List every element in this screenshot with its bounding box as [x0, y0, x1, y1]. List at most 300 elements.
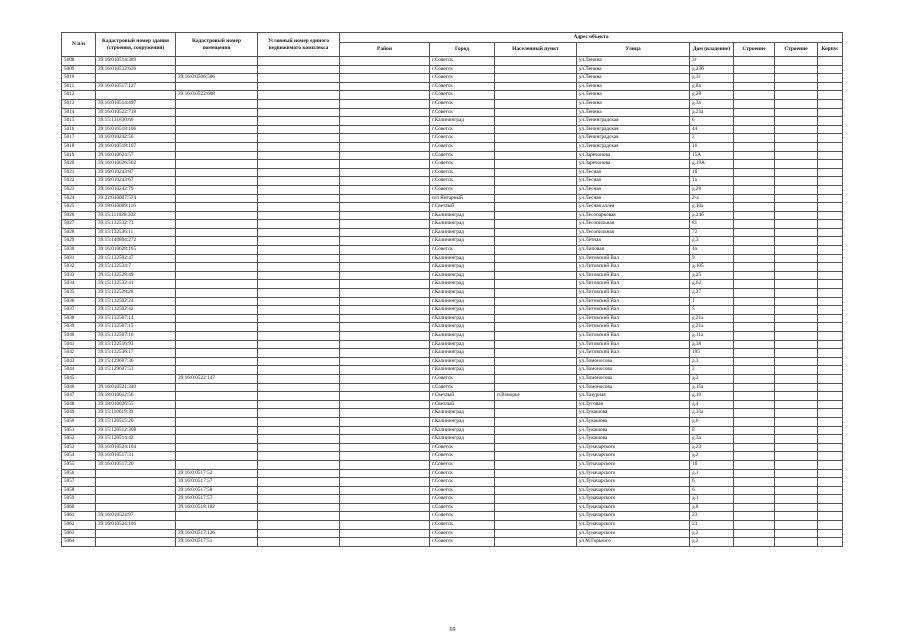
building-cadastral-cell: 39:16:010242:79: [96, 185, 176, 194]
header-city: Город: [430, 43, 495, 57]
district-cell: [340, 314, 430, 323]
district-cell: [340, 246, 430, 255]
building-part-cell: [734, 314, 775, 323]
korpus-cell: [818, 289, 843, 298]
premise-cadastral-cell: [176, 185, 258, 194]
city-cell: г.Калининград: [430, 237, 495, 246]
header-num: N п/п: [62, 33, 96, 57]
table-row: [62, 151, 843, 160]
building-part-cell: [734, 271, 775, 280]
house-cell: д.3а: [690, 99, 734, 108]
korpus-cell: [818, 280, 843, 289]
building-part-cell: [734, 168, 775, 177]
street-cell: ул.Лесная аллея: [577, 203, 690, 212]
building-part-cell: [734, 65, 775, 74]
building-cadastral-cell: 39:15:132507:14: [96, 314, 176, 323]
settlement-cell: [495, 134, 577, 143]
building-part-cell: [734, 443, 775, 452]
house-cell: д.3а: [690, 435, 734, 444]
structure-cell: [775, 314, 818, 323]
row-num-cell: 5032: [62, 263, 96, 272]
table-row: [62, 160, 843, 169]
table-row: [62, 297, 843, 306]
complex-cell: [258, 495, 340, 504]
registry-table: [61, 32, 843, 547]
page-number: 69: [449, 627, 456, 633]
district-cell: [340, 426, 430, 435]
building-cadastral-cell: 39:15:120514:42: [96, 435, 176, 444]
city-cell: г.Советск: [430, 383, 495, 392]
house-cell: д.10а: [690, 203, 734, 212]
street-cell: ул.М.Горького: [577, 538, 690, 547]
street-cell: ул.Литовский Вал: [577, 289, 690, 298]
settlement-cell: [495, 297, 577, 306]
house-cell: 2: [690, 134, 734, 143]
city-cell: г.Советск: [430, 151, 495, 160]
premise-cadastral-cell: [176, 521, 258, 530]
house-cell: 15А: [690, 151, 734, 160]
building-part-cell: [734, 452, 775, 461]
building-part-cell: [734, 460, 775, 469]
row-num-cell: 5053: [62, 443, 96, 452]
korpus-cell: [818, 443, 843, 452]
building-cadastral-cell: 39:16:010243:87: [96, 168, 176, 177]
korpus-cell: [818, 349, 843, 358]
street-cell: ул.Лесная: [577, 177, 690, 186]
building-part-cell: [734, 117, 775, 126]
building-cadastral-cell: 39:18:010012:56: [96, 392, 176, 401]
city-cell: г.Советск: [430, 538, 495, 547]
district-cell: [340, 323, 430, 332]
settlement-cell: [495, 271, 577, 280]
table-row: [62, 340, 843, 349]
settlement-cell: [495, 357, 577, 366]
structure-cell: [775, 57, 818, 66]
korpus-cell: [818, 409, 843, 418]
settlement-cell: [495, 503, 577, 512]
building-cadastral-cell: 39:15:132536:17: [96, 349, 176, 358]
structure-cell: [775, 246, 818, 255]
row-num-cell: 5014: [62, 108, 96, 117]
table-row: [62, 142, 843, 151]
structure-cell: [775, 426, 818, 435]
korpus-cell: [818, 151, 843, 160]
premise-cadastral-cell: [176, 392, 258, 401]
complex-cell: [258, 203, 340, 212]
building-cadastral-cell: 39:16:010517:31: [96, 452, 176, 461]
city-cell: г.Светлый: [430, 203, 495, 212]
settlement-cell: [495, 228, 577, 237]
building-cadastral-cell: 39:16:010518:167: [96, 142, 176, 151]
structure-cell: [775, 366, 818, 375]
district-cell: [340, 91, 430, 100]
premise-cadastral-cell: 39:16:0:0517:57: [176, 495, 258, 504]
korpus-cell: [818, 228, 843, 237]
structure-cell: [775, 82, 818, 91]
premise-cadastral-cell: [176, 177, 258, 186]
premise-cadastral-cell: [176, 57, 258, 66]
city-cell: г.Советск: [430, 177, 495, 186]
street-cell: ул.Липовая: [577, 246, 690, 255]
district-cell: [340, 271, 430, 280]
settlement-cell: [495, 142, 577, 151]
table-row: [62, 125, 843, 134]
house-cell: д.21а: [690, 314, 734, 323]
building-part-cell: [734, 323, 775, 332]
row-num-cell: 5060: [62, 503, 96, 512]
building-part-cell: [734, 160, 775, 169]
korpus-cell: [818, 460, 843, 469]
city-cell: г.Калининград: [430, 280, 495, 289]
building-part-cell: [734, 383, 775, 392]
korpus-cell: [818, 538, 843, 547]
building-part-cell: [734, 538, 775, 547]
complex-cell: [258, 246, 340, 255]
district-cell: [340, 460, 430, 469]
structure-cell: [775, 289, 818, 298]
korpus-cell: [818, 99, 843, 108]
building-cadastral-cell: 39:22:010007:574: [96, 194, 176, 203]
complex-cell: [258, 366, 340, 375]
complex-cell: [258, 82, 340, 91]
city-cell: г.Советск: [430, 495, 495, 504]
building-part-cell: [734, 366, 775, 375]
settlement-cell: [495, 460, 577, 469]
korpus-cell: [818, 125, 843, 134]
settlement-cell: [495, 323, 577, 332]
city-cell: г.Советск: [430, 91, 495, 100]
house-cell: д.21а: [690, 323, 734, 332]
header-premise-cadastral: Кадастровый номер помещения: [176, 33, 258, 57]
premise-cadastral-cell: [176, 323, 258, 332]
building-part-cell: [734, 263, 775, 272]
settlement-cell: [495, 512, 577, 521]
house-cell: д.10: [690, 392, 734, 401]
row-num-cell: 5035: [62, 289, 96, 298]
city-cell: г.Советск: [430, 529, 495, 538]
house-cell: 1а: [690, 177, 734, 186]
premise-cadastral-cell: [176, 194, 258, 203]
settlement-cell: [495, 383, 577, 392]
city-cell: г.Советск: [430, 134, 495, 143]
row-num-cell: 5039: [62, 323, 96, 332]
building-cadastral-cell: 39:16:010521:340: [96, 383, 176, 392]
city-cell: г.Калининград: [430, 254, 495, 263]
city-cell: г.Советск: [430, 512, 495, 521]
table-row: [62, 82, 843, 91]
building-part-cell: [734, 203, 775, 212]
complex-cell: [258, 538, 340, 547]
korpus-cell: [818, 478, 843, 487]
header-street: Улица: [577, 43, 690, 57]
premise-cadastral-cell: [176, 357, 258, 366]
street-cell: ул.Луначарского: [577, 478, 690, 487]
house-cell: 6: [690, 486, 734, 495]
building-cadastral-cell: 39:18:010009:116: [96, 203, 176, 212]
city-cell: г.Советск: [430, 185, 495, 194]
house-cell: д.11а: [690, 332, 734, 341]
street-cell: ул.Лесопильная: [577, 220, 690, 229]
complex-cell: [258, 340, 340, 349]
street-cell: ул.Ленина: [577, 74, 690, 83]
building-part-cell: [734, 220, 775, 229]
street-cell: ул.Ленинградская: [577, 142, 690, 151]
structure-cell: [775, 469, 818, 478]
complex-cell: [258, 417, 340, 426]
street-cell: ул.Луначарского: [577, 495, 690, 504]
building-cadastral-cell: 39:15:120512:308: [96, 426, 176, 435]
complex-cell: [258, 383, 340, 392]
structure-cell: [775, 460, 818, 469]
building-part-cell: [734, 228, 775, 237]
complex-cell: [258, 228, 340, 237]
city-cell: г.Калининград: [430, 263, 495, 272]
street-cell: ул.Луначарского: [577, 460, 690, 469]
settlement-cell: [495, 478, 577, 487]
row-num-cell: 5031: [62, 254, 96, 263]
district-cell: [340, 297, 430, 306]
structure-cell: [775, 503, 818, 512]
korpus-cell: [818, 91, 843, 100]
building-cadastral-cell: [96, 469, 176, 478]
korpus-cell: [818, 185, 843, 194]
korpus-cell: [818, 220, 843, 229]
house-cell: д.3: [690, 237, 734, 246]
settlement-cell: [495, 306, 577, 315]
settlement-cell: [495, 529, 577, 538]
complex-cell: [258, 74, 340, 83]
house-cell: 23: [690, 521, 734, 530]
building-cadastral-cell: 39:15:132536:11: [96, 228, 176, 237]
building-part-cell: [734, 529, 775, 538]
city-cell: г.Советск: [430, 469, 495, 478]
complex-cell: [258, 211, 340, 220]
korpus-cell: [818, 392, 843, 401]
table-row: [62, 314, 843, 323]
premise-cadastral-cell: 39:16:0:0517:58: [176, 486, 258, 495]
house-cell: д.24б: [690, 211, 734, 220]
structure-cell: [775, 340, 818, 349]
table-row: [62, 289, 843, 298]
row-num-cell: 5064: [62, 538, 96, 547]
settlement-cell: [495, 74, 577, 83]
building-part-cell: [734, 469, 775, 478]
structure-cell: [775, 357, 818, 366]
row-num-cell: 5023: [62, 185, 96, 194]
settlement-cell: [495, 374, 577, 383]
premise-cadastral-cell: [176, 417, 258, 426]
premise-cadastral-cell: [176, 280, 258, 289]
house-cell: 9: [690, 254, 734, 263]
street-cell: ул.Ленинградская: [577, 117, 690, 126]
complex-cell: [258, 65, 340, 74]
korpus-cell: [818, 117, 843, 126]
structure-cell: [775, 211, 818, 220]
premise-cadastral-cell: [176, 460, 258, 469]
structure-cell: [775, 263, 818, 272]
settlement-cell: п.Взморье: [495, 392, 577, 401]
district-cell: [340, 125, 430, 134]
street-cell: ул.Луначарского: [577, 503, 690, 512]
settlement-cell: [495, 194, 577, 203]
row-num-cell: 5034: [62, 280, 96, 289]
street-cell: ул.Ленина: [577, 108, 690, 117]
street-cell: ул.Литовский Вал: [577, 306, 690, 315]
row-num-cell: 5037: [62, 306, 96, 315]
district-cell: [340, 280, 430, 289]
complex-cell: [258, 151, 340, 160]
district-cell: [340, 228, 430, 237]
building-cadastral-cell: 39:15:132502:24: [96, 297, 176, 306]
table-row: [62, 452, 843, 461]
korpus-cell: [818, 246, 843, 255]
building-part-cell: [734, 306, 775, 315]
header-address-group: Адрес объекта: [340, 33, 843, 43]
row-num-cell: 5025: [62, 203, 96, 212]
district-cell: [340, 82, 430, 91]
settlement-cell: [495, 254, 577, 263]
header-house: Дом (владение): [690, 43, 734, 57]
premise-cadastral-cell: [176, 134, 258, 143]
premise-cadastral-cell: [176, 168, 258, 177]
premise-cadastral-cell: [176, 117, 258, 126]
complex-cell: [258, 521, 340, 530]
district-cell: [340, 435, 430, 444]
building-cadastral-cell: 39:15:132532:41: [96, 280, 176, 289]
row-num-cell: 5036: [62, 297, 96, 306]
row-num-cell: 5016: [62, 125, 96, 134]
house-cell: д.2: [690, 529, 734, 538]
district-cell: [340, 443, 430, 452]
table-row: [62, 306, 843, 315]
building-part-cell: [734, 512, 775, 521]
city-cell: г.Калининград: [430, 332, 495, 341]
row-num-cell: 5024: [62, 194, 96, 203]
building-cadastral-cell: [96, 503, 176, 512]
table-row: [62, 486, 843, 495]
district-cell: [340, 185, 430, 194]
street-cell: ул.Лесная: [577, 194, 690, 203]
premise-cadastral-cell: [176, 246, 258, 255]
table-row: [62, 332, 843, 341]
house-cell: д.2: [690, 374, 734, 383]
premise-cadastral-cell: [176, 254, 258, 263]
premise-cadastral-cell: [176, 211, 258, 220]
complex-cell: [258, 185, 340, 194]
table-row: [62, 503, 843, 512]
complex-cell: [258, 314, 340, 323]
street-cell: ул.Лукашова: [577, 435, 690, 444]
street-cell: ул.Луначарского: [577, 529, 690, 538]
premise-cadastral-cell: [176, 151, 258, 160]
house-cell: д.62: [690, 280, 734, 289]
structure-cell: [775, 486, 818, 495]
building-cadastral-cell: 39:15:111028:302: [96, 211, 176, 220]
table-row: [62, 512, 843, 521]
district-cell: [340, 469, 430, 478]
building-part-cell: [734, 289, 775, 298]
premise-cadastral-cell: [176, 366, 258, 375]
row-num-cell: 5052: [62, 435, 96, 444]
district-cell: [340, 503, 430, 512]
building-part-cell: [734, 74, 775, 83]
korpus-cell: [818, 521, 843, 530]
street-cell: ул.Ленина: [577, 99, 690, 108]
korpus-cell: [818, 203, 843, 212]
house-cell: 1: [690, 297, 734, 306]
row-num-cell: 5047: [62, 392, 96, 401]
header-complex-number: Условный номер единого недвижимого комплекса: [258, 33, 340, 57]
district-cell: [340, 495, 430, 504]
settlement-cell: [495, 486, 577, 495]
korpus-cell: [818, 512, 843, 521]
building-part-cell: [734, 151, 775, 160]
premise-cadastral-cell: [176, 314, 258, 323]
premise-cadastral-cell: [176, 263, 258, 272]
building-cadastral-cell: 39:15:132528:28: [96, 289, 176, 298]
header-building-cadastral: Кадастровый номер здания (строения, сооружения): [96, 33, 176, 57]
building-cadastral-cell: 39:15:132507:16: [96, 332, 176, 341]
table-row: [62, 91, 843, 100]
structure-cell: [775, 99, 818, 108]
district-cell: [340, 65, 430, 74]
row-num-cell: 5044: [62, 366, 96, 375]
street-cell: ул.Луначарского: [577, 469, 690, 478]
structure-cell: [775, 512, 818, 521]
structure-cell: [775, 452, 818, 461]
city-cell: г.Калининград: [430, 349, 495, 358]
structure-cell: [775, 529, 818, 538]
building-part-cell: [734, 486, 775, 495]
house-cell: д.23: [690, 443, 734, 452]
settlement-cell: [495, 246, 577, 255]
city-cell: г.Советск: [430, 452, 495, 461]
table-row: [62, 460, 843, 469]
korpus-cell: [818, 306, 843, 315]
table-row: [62, 237, 843, 246]
korpus-cell: [818, 142, 843, 151]
street-cell: ул.Лесопарковая: [577, 211, 690, 220]
korpus-cell: [818, 82, 843, 91]
district-cell: [340, 57, 430, 66]
structure-cell: [775, 521, 818, 530]
building-part-cell: [734, 185, 775, 194]
district-cell: [340, 521, 430, 530]
building-cadastral-cell: [96, 374, 176, 383]
street-cell: ул.Литовский Вал: [577, 263, 690, 272]
city-cell: г.Калининград: [430, 117, 495, 126]
city-cell: г.Советск: [430, 374, 495, 383]
city-cell: г.Советск: [430, 443, 495, 452]
district-cell: [340, 237, 430, 246]
settlement-cell: [495, 168, 577, 177]
building-cadastral-cell: 39:15:132502:47: [96, 254, 176, 263]
building-cadastral-cell: 39:15:132502:42: [96, 306, 176, 315]
city-cell: г.Калининград: [430, 340, 495, 349]
building-part-cell: [734, 125, 775, 134]
street-cell: ул.Ломоносова: [577, 366, 690, 375]
settlement-cell: [495, 340, 577, 349]
building-part-cell: [734, 478, 775, 487]
district-cell: [340, 220, 430, 229]
city-cell: г.Калининград: [430, 435, 495, 444]
premise-cadastral-cell: [176, 349, 258, 358]
structure-cell: [775, 400, 818, 409]
row-num-cell: 5063: [62, 529, 96, 538]
district-cell: [340, 306, 430, 315]
korpus-cell: [818, 400, 843, 409]
house-cell: д.2: [690, 538, 734, 547]
